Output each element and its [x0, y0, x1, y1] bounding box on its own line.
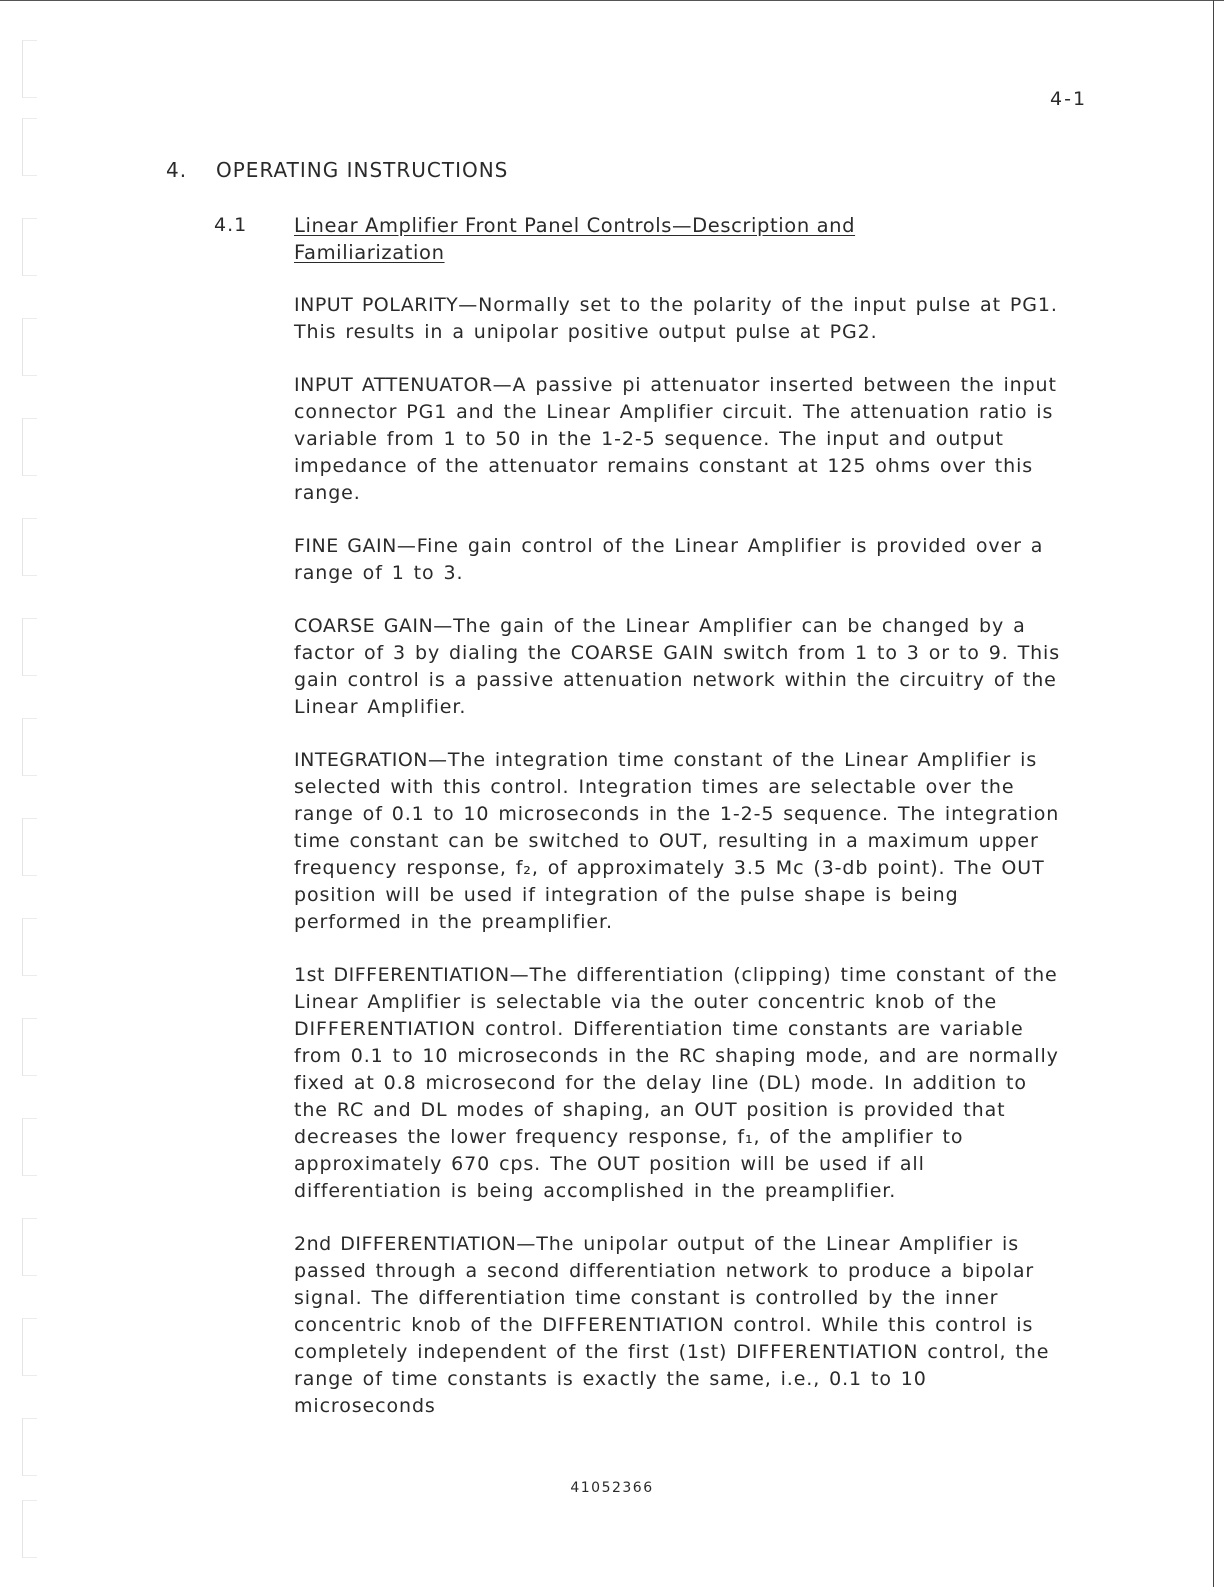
margin-mark	[22, 418, 37, 476]
paragraph-input-attenuator	[294, 372, 1064, 507]
page-number: 4-1	[1050, 88, 1088, 110]
margin-mark	[22, 618, 37, 676]
paragraph-integration	[294, 747, 1064, 936]
paragraph-text: —The differentiation (clipping) time constant of the Linear Amplifier is selectable via the outer concentric knob of the DIFFERENTIATION control. Differentiation time constants are variable from 0.1 to 10 microseconds in the RC shaping mode, and are normally fixed at 0.8 microsecond for the delay line (DL) mode. In addition to the RC and DL modes of shaping, an OUT position is provided that decreases the lower frequency response, f₁, of the amplifier to approximately 670 cps. The OUT position will be used if all differentiation is being accomplished in the preamplifier.	[294, 964, 1059, 1202]
document-body	[294, 292, 1064, 1446]
paragraph-term: INTEGRATION	[294, 749, 428, 771]
margin-mark	[22, 1118, 37, 1176]
paragraph-text: —The integration time constant of the Linear Amplifier is selected with this control. Integration times are selectable over the range of 0.1 to 10 microseconds in the 1-2-5 sequence. The integration time constant can be switched to OUT, resulting in a maximum upper frequency response, f₂, of approximately 3.5 Mc (3-db point). The OUT position will be used if integration of the pulse shape is being performed in the preamplifier.	[294, 749, 1060, 933]
paragraph-text: —Fine gain control of the Linear Amplifier is provided over a range of 1 to 3.	[294, 535, 1044, 584]
subsection-title	[294, 212, 874, 266]
paragraph-term: COARSE GAIN	[294, 615, 434, 637]
section-number: 4.	[166, 158, 188, 182]
page-right-edge	[1213, 0, 1214, 1587]
margin-mark	[22, 1500, 37, 1558]
margin-mark	[22, 318, 37, 376]
paragraph-term: INPUT POLARITY	[294, 294, 459, 316]
paragraph-term: FINE GAIN	[294, 535, 397, 557]
margin-mark	[22, 1218, 37, 1276]
page-top-edge	[0, 0, 1224, 1]
paragraph-2nd-differentiation	[294, 1231, 1064, 1420]
subsection-title-text: Linear Amplifier Front Panel Controls—Description and Familiarization	[294, 214, 856, 264]
paragraph-input-polarity	[294, 292, 1064, 346]
margin-mark	[22, 40, 37, 98]
paragraph-term: 2nd DIFFERENTIATION	[294, 1233, 517, 1255]
margin-mark	[22, 1418, 37, 1476]
margin-mark	[22, 718, 37, 776]
paragraph-text: —A passive pi attenuator inserted between the input connector PG1 and the Linear Amplifier circuit. The attenuation ratio is variable from 1 to 50 in the 1-2-5 sequence. The input and output impedance of the attenuator remains constant at 125 ohms over this range.	[294, 374, 1057, 504]
paragraph-text: —Normally set to the polarity of the input pulse at PG1. This results in a unipolar positive output pulse at PG2.	[294, 294, 1058, 343]
paragraph-term: INPUT ATTENUATOR	[294, 374, 493, 396]
paragraph-fine-gain	[294, 533, 1064, 587]
paragraph-text: —The gain of the Linear Amplifier can be changed by a factor of 3 by dialing the COARSE GAIN switch from 1 to 3 or to 9. This gain control is a passive attenuation network within the circuitry of the Linear Amplifier.	[294, 615, 1061, 718]
margin-mark	[22, 218, 37, 276]
paragraph-1st-differentiation	[294, 962, 1064, 1205]
margin-mark	[22, 1318, 37, 1376]
paragraph-term: 1st DIFFERENTIATION	[294, 964, 510, 986]
paragraph-coarse-gain	[294, 613, 1064, 721]
margin-mark	[22, 918, 37, 976]
subsection-number: 4.1	[214, 214, 248, 236]
section-title: OPERATING INSTRUCTIONS	[216, 158, 509, 182]
margin-mark	[22, 518, 37, 576]
margin-mark	[22, 118, 37, 176]
document-code: 41052366	[570, 1480, 654, 1496]
paragraph-text: —The unipolar output of the Linear Amplifier is passed through a second differentiation network to produce a bipolar signal. The differentiation time constant is controlled by the inner concentric knob of the DIFFERENTIATION control. While this control is completely independent of the first (1st) DIFFERENTIATION control, the range of time constants is exactly the same, i.e., 0.1 to 10 microseconds	[294, 1233, 1050, 1417]
margin-mark	[22, 1018, 37, 1076]
margin-mark	[22, 818, 37, 876]
